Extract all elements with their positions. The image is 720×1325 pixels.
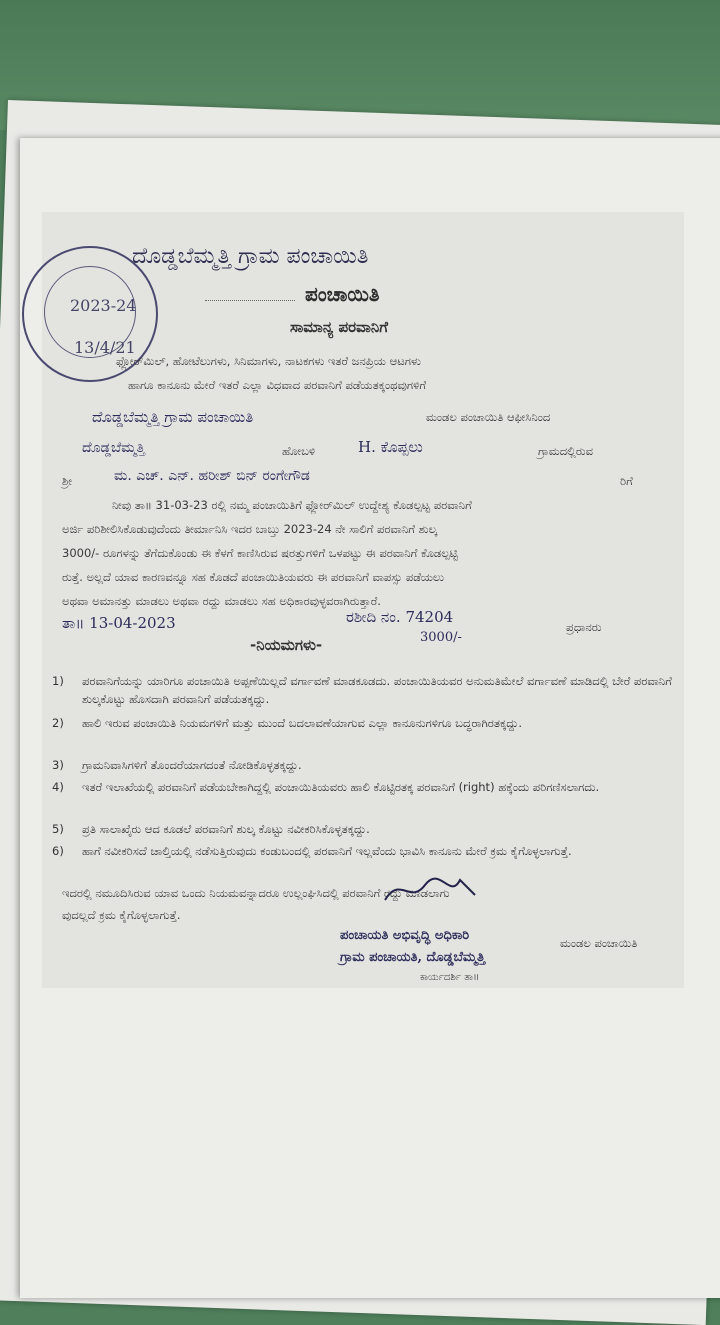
page-subtitle: ಸಾಮಾನ್ಯ ಪರವಾನಿಗೆ [290,318,388,336]
rule-number: 4) [52,780,64,794]
page-title: ಪಂಚಾಯಿತಿ [305,282,380,306]
hobli-label: ಹೋಬಳಿ [282,444,316,458]
rule-text: ಇತರೆ ಇಲಾಖೆಯಲ್ಲಿ ಪರವಾನಿಗೆ ಪಡೆಯಬೇಕಾಗಿದ್ದಲ್ಲಿ ಪಂಚಾಯಿತಿಯವರು ಹಾಲಿ ಕೊಟ್ಟಿರತಕ್ಕ ಪರವಾನಿಗೆ (right) ಹಕ್ಕೆಂದು ಪರಿಗಣಿಸಲಾಗದು. [82,780,600,794]
body-line-10: ಅಥವಾ ಅಮಾನತ್ತು ಮಾಡಲು ಅಥವಾ ರದ್ದು ಮಾಡಲು ಸಹ ಅಧಿಕಾರವುಳ್ಳವರಾಗಿರುತ್ತಾರೆ. [62,594,381,608]
officer-title: ಪಂಚಾಯತಿ ಅಭಿವೃದ್ಧಿ ಅಧಿಕಾರಿ [340,928,470,943]
licensee-name-hand: ಮ. ಎಚ್. ಎನ್. ಹರೀಶ್ ಬಿನ್ ರಂಗೇಗೌಡ [114,468,310,484]
village-label: ಗ್ರಾಮದಲ್ಲಿರುವ [538,444,593,458]
receipt-amount: 3000/- [420,630,462,645]
panchayat-name-hand: ದೊಡ್ಡಬೆಮ್ಮತ್ತಿ ಗ್ರಾಮ ಪಂಚಾಯಿತಿ [92,408,254,426]
receipt-number: ರಶೀದಿ ನಂ. 74204 [346,608,454,626]
body-line-7: ಅರ್ಜಿ ಪರಿಶೀಲಿಸಿಕೊಡುವುದೆಂದು ತೀರ್ಮಾನಿಸಿ ಇದರ ಬಾಬ್ತು 2023-24 ನೇ ಸಾಲಿಗೆ ಪರವಾನಿಗೆ ಶುಲ್ಕ [62,522,438,536]
closing-line-1: ಇದರಲ್ಲಿ ನಮೂದಿಸಿರುವ ಯಾವ ಒಂದು ನಿಯಮವನ್ನಾದರೂ ಉಲ್ಲಂಘಿಸಿದಲ್ಲಿ ಪರವಾನಿಗೆ ರದ್ದು ಮಾಡಲಾಗು [62,886,450,900]
rules-heading: -ನಿಯಮಗಳು- [250,636,323,654]
rule-number: 5) [52,822,64,836]
stamp-date: 13/4/21 [74,338,136,357]
body-line-9: ರುತ್ತೆ. ಅಲ್ಲದೆ ಯಾವ ಕಾರಣವನ್ನೂ ಸಹ ಕೊಡದೆ ಪಂಚಾಯಿತಿಯವರು ಈ ಪರವಾನಿಗೆ ವಾಪಸ್ಸು ಪಡೆಯಲು [62,570,445,584]
rule-text: ಗ್ರಾಮನಿವಾಸಿಗಳಿಗೆ ತೊಂದರೆಯಾಗದಂತೆ ನೋಡಿಕೊಳ್ಳತಕ್ಕದ್ದು. [82,758,302,772]
body-line-1: ಫ್ಲೋರ್‌ಮಿಲ್, ಹೋಟೆಲುಗಳು, ಸಿನಿಮಾಗಳು, ನಾಟಕಗಳು ಇತರೆ ಜನಪ್ರಿಯ ಆಟಗಳು [116,354,421,368]
rule-number: 1) [52,674,64,688]
rule-number: 3) [52,758,64,772]
title-dotted-line [205,300,295,301]
issue-date: ತಾ॥ 13-04-2023 [62,614,176,632]
closing-line-2: ವುದಲ್ಲದೆ ಕ್ರಮ ಕೈಗೊಳ್ಳಲಾಗುತ್ತೆ. [62,908,181,922]
rule-text: ಪರವಾನಿಗೆಯನ್ನು ಯಾರಿಗೂ ಪಂಚಾಯಿತಿ ಅಪ್ಪಣೆಯಿಲ್ಲದೆ ವರ್ಗಾವಣೆ ಮಾಡಕೂಡದು. ಪಂಚಾಯಿತಿಯವರ ಅನುಮತಿಮೇಲೆ ವರ್ಗಾವಣೆ ಮಾಡಿದಲ್ಲಿ ಬೇರೆ ಪರವಾನಿಗೆ ಶುಲ್ಕಕೊಟ್ಟು ಹೊಸದಾಗಿ ಪರವಾನಿಗೆ ಪಡೆಯತಕ್ಕದ್ದು. [82,674,672,706]
licensee-suffix: ರಿಗೆ [620,474,633,488]
body-line-8: 3000/- ರೂಗಳನ್ನು ತೆಗೆದುಕೊಂಡು ಈ ಕೆಳಗೆ ಕಾಣಿಸಿರುವ ಷರತ್ತುಗಳಿಗೆ ಒಳಪಟ್ಟು ಈ ಪರವಾನಿಗೆ ಕೊಡಲ್ಪಟ್ಟಿ [62,546,458,560]
hobli-hand: H. ಕೊಪ್ಪಲು [358,438,423,456]
signature-icon [380,870,480,910]
rule-text: ಹಾಲಿ ಇರುವ ಪಂಚಾಯಿತಿ ನಿಯಮಗಳಿಗೆ ಮತ್ತು ಮುಂದೆ ಬದಲಾವಣೆಯಾಗುವ ಎಲ್ಲಾ ಕಾನೂನುಗಳಿಗೂ ಬದ್ಧರಾಗಿರತಕ್ಕದ್ದು. [82,716,522,730]
stamp-number: 2023-24 [70,296,137,315]
village-hand: ದೊಡ್ಡಬೆಮ್ಮತ್ತಿ [82,440,145,456]
body-line-6: ನೀವು ತಾ॥ 31-03-23 ರಲ್ಲಿ ನಮ್ಮ ಪಂಚಾಯಿತಿಗೆ ಫ್ಲೋರ್‌ಮಿಲ್ ಉದ್ದೇಶ್ಯ ಕೊಡಲ್ಪಟ್ಟ ಪರವಾನಿಗೆ [112,498,472,512]
body-line-3: ಮಂಡಲ ಪಂಚಾಯಿತಿ ಆಫೀಸಿನಿಂದ [426,410,551,424]
secretary-label: ಕಾರ್ಯದರ್ಶಿ ತಾ॥ [420,972,480,983]
rule-item [52,672,672,708]
officer-panchayat: ಗ್ರಾಮ ಪಂಚಾಯತಿ, ದೊಡ್ಡಬೆಮ್ಮತ್ತಿ [340,950,485,965]
panchayat-name-header: ದೊಡ್ಡಬೆಮ್ಮತ್ತಿ ಗ್ರಾಮ ಪಂಚಾಯಿತಿ [132,244,369,269]
rule-item [52,756,672,774]
mandal-panchayat-label: ಮಂಡಲ ಪಂಚಾಯಿತಿ [560,936,638,950]
sri-prefix: ಶ್ರೀ [62,474,73,488]
rule-item [52,842,672,878]
rule-text: ಹಾಗೆ ನವೀಕರಿಸದೆ ಚಾಲ್ತಿಯಲ್ಲಿ ನಡೆಸುತ್ತಿರುವುದು ಕಂಡುಬಂದಲ್ಲಿ ಪರವಾನಿಗೆ ಇಲ್ಲವೆಂದು ಭಾವಿಸಿ ಕಾನೂನು ಮೇರೆ ಕ್ರಮ ಕೈಗೊಳ್ಳಲಾಗುತ್ತೆ. [82,844,572,858]
body-line-2: ಹಾಗೂ ಕಾನೂನು ಮೇರೆ ಇತರೆ ಎಲ್ಲಾ ವಿಧವಾದ ಪರವಾನಿಗೆ ಪಡೆಯತಕ್ಕಂಥವುಗಳಿಗೆ [128,378,427,392]
rule-item [52,714,672,750]
rule-number: 2) [52,716,64,730]
rule-text: ಪ್ರತಿ ಸಾಲಾಖೈರು ಆದ ಕೂಡಲೆ ಪರವಾನಿಗೆ ಶುಲ್ಕ ಕೊಟ್ಟು ನವೀಕರಿಸಿಕೊಳ್ಳತಕ್ಕದ್ದು. [82,822,370,836]
rule-item [52,778,672,814]
president-label: ಪ್ರಧಾನರು [566,620,602,634]
rule-number: 6) [52,844,64,858]
rule-item [52,820,672,838]
